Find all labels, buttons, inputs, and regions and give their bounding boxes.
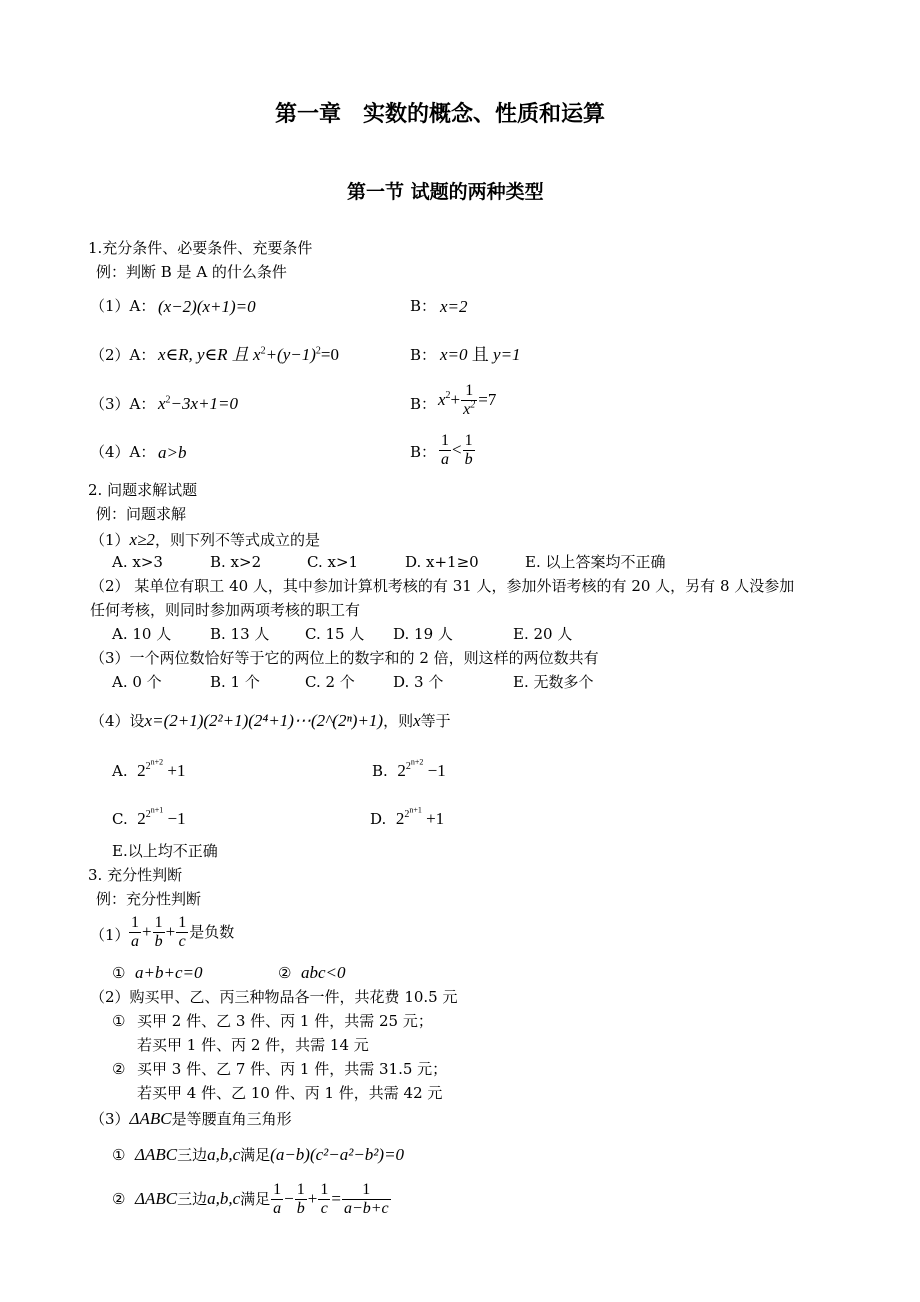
p3-q3-cond2: ② ΔABC三边a,b,c满足 $\frac{1}{a}$ − $\frac{1}{b}$ + $\frac{1}{c}$ = $\frac{1}{a-b+c}$ bbox=[112, 1181, 389, 1218]
part2-example: 例：问题求解 bbox=[96, 505, 187, 523]
p1-item1-b: x=2 bbox=[440, 297, 468, 316]
p3-q1-cond2: ② abc<0 bbox=[278, 963, 346, 982]
p1-item1-a: (x−2)(x+1)=0 bbox=[158, 297, 256, 316]
p2-q2-stem-line2: 任何考核，则同时参加两项考核的职工有 bbox=[90, 601, 361, 619]
p3-q2-stem: （2）购买甲、乙、丙三种物品各一件，共花费 10.5 元 bbox=[90, 988, 458, 1006]
p1-item2-b: x=0 且 y=1 bbox=[440, 345, 521, 364]
p2-q1-option-d: D. x+1≥0 bbox=[405, 553, 479, 571]
p2-q3-option-d: D. 3 个 bbox=[393, 673, 444, 691]
p2-q1-stem: （1）x≥2，则下列不等式成立的是 bbox=[90, 530, 320, 549]
p3-q2-cond1-line2: 若买甲 1 件、丙 2 件，共需 14 元 bbox=[137, 1036, 369, 1054]
p2-q2-option-d: D. 19 人 bbox=[393, 625, 453, 643]
p2-q4-option-b: B. $2^{2^{n+2}} -1$ bbox=[372, 758, 446, 780]
p2-q2-stem-line1: （2） 某单位有职工 40 人，其中参加计算机考核的有 31 人，参加外语考核的有 20 人，另有 8 人没参加 bbox=[90, 577, 795, 595]
p1-item1-b-label: B： bbox=[410, 297, 437, 315]
chapter-title: 第一章 实数的概念、性质和运算 bbox=[275, 102, 606, 127]
p2-q1-option-a: A. x>3 bbox=[112, 553, 163, 571]
p3-q2-cond2-line2: 若买甲 4 件、乙 10 件、丙 1 件，共需 42 元 bbox=[137, 1084, 443, 1102]
p2-q2-option-e: E. 20 人 bbox=[513, 625, 573, 643]
p3-q3-stem: （3）ΔABC是等腰直角三角形 bbox=[90, 1109, 292, 1128]
p1-item3-label: （3）A： bbox=[90, 395, 156, 413]
p1-item4-b: $\frac{1}{a}$ < $\frac{1}{b}$ bbox=[441, 432, 473, 469]
p3-q2-cond1-line1: 买甲 2 件、乙 3 件、丙 1 件，共需 25 元； bbox=[137, 1012, 433, 1030]
p2-q3-option-a: A. 0 个 bbox=[112, 673, 162, 691]
p3-q2-cond2-line1: 买甲 3 件、乙 7 件、丙 1 件，共需 31.5 元； bbox=[137, 1060, 448, 1078]
p1-item1-label: （1）A： bbox=[90, 297, 156, 315]
p2-q2-option-a: A. 10 人 bbox=[112, 625, 172, 643]
p1-item2-label: （2）A： bbox=[90, 346, 156, 364]
p1-item3-a: $x^2-3x+1=0$ bbox=[158, 394, 239, 413]
p1-item3-b-label: B： bbox=[410, 395, 437, 413]
p1-item3-b: $x^2+$ $\frac{1}{x^2}$ =7 bbox=[438, 382, 497, 419]
p2-q3-stem: （3）一个两位数恰好等于它的两位上的数字和的 2 倍，则这样的两位数共有 bbox=[90, 649, 599, 667]
p2-q2-option-b: B. 13 人 bbox=[210, 625, 270, 643]
p2-q4-option-d: D. $2^{2^{n+1}} +1$ bbox=[370, 806, 445, 828]
part3-heading: 3. 充分性判断 bbox=[88, 866, 183, 884]
p2-q3-option-c: C. 2 个 bbox=[305, 673, 355, 691]
p2-q2-option-c: C. 15 人 bbox=[305, 625, 365, 643]
p1-item4-b-label: B： bbox=[410, 443, 437, 461]
part1-heading: 1.充分条件、必要条件、充要条件 bbox=[88, 239, 313, 257]
p3-q1-label: （1） bbox=[90, 926, 130, 944]
part1-example: 例：判断 B 是 A 的什么条件 bbox=[96, 263, 287, 281]
p3-q1-expr: $\frac{1}{a}$ + $\frac{1}{b}$ + $\frac{1}{c}$ 是负数 bbox=[131, 914, 235, 951]
p2-q3-option-b: B. 1 个 bbox=[210, 673, 260, 691]
p1-item2-b-label: B： bbox=[410, 346, 437, 364]
p3-q2-cond1-marker: ① bbox=[112, 1012, 126, 1030]
p2-q1-option-c: C. x>1 bbox=[307, 553, 359, 571]
p2-q1-option-b: B. x>2 bbox=[210, 553, 262, 571]
p2-q1-option-e: E. 以上答案均不正确 bbox=[525, 553, 666, 571]
p3-q1-cond1: ① a+b+c=0 bbox=[112, 963, 203, 982]
p1-item4-a: a>b bbox=[158, 443, 187, 462]
p2-q4-option-a: A. $2^{2^{n+2}} +1$ bbox=[112, 758, 186, 780]
part3-example: 例：充分性判断 bbox=[96, 890, 202, 908]
p2-q3-option-e: E. 无数多个 bbox=[513, 673, 594, 691]
p2-q4-stem: （4）设x=(2+1)(2²+1)(2⁴+1)⋯(2^(2ⁿ)+1)，则x等于 bbox=[90, 711, 451, 730]
p2-q4-option-e: E.以上均不正确 bbox=[112, 842, 218, 860]
p2-q4-option-c: C. $2^{2^{n+1}} -1$ bbox=[112, 806, 186, 828]
p1-item4-label: （4）A： bbox=[90, 443, 156, 461]
p3-q3-cond1: ① ΔABC三边a,b,c满足(a−b)(c²−a²−b²)=0 bbox=[112, 1145, 405, 1164]
part2-heading: 2. 问题求解试题 bbox=[88, 481, 198, 499]
section-title: 第一节 试题的两种类型 bbox=[347, 181, 544, 203]
p1-item2-a: x∈R, y∈R 且 $x^2+(y-1)^2=0$ bbox=[158, 345, 339, 364]
p3-q2-cond2-marker: ② bbox=[112, 1060, 126, 1078]
